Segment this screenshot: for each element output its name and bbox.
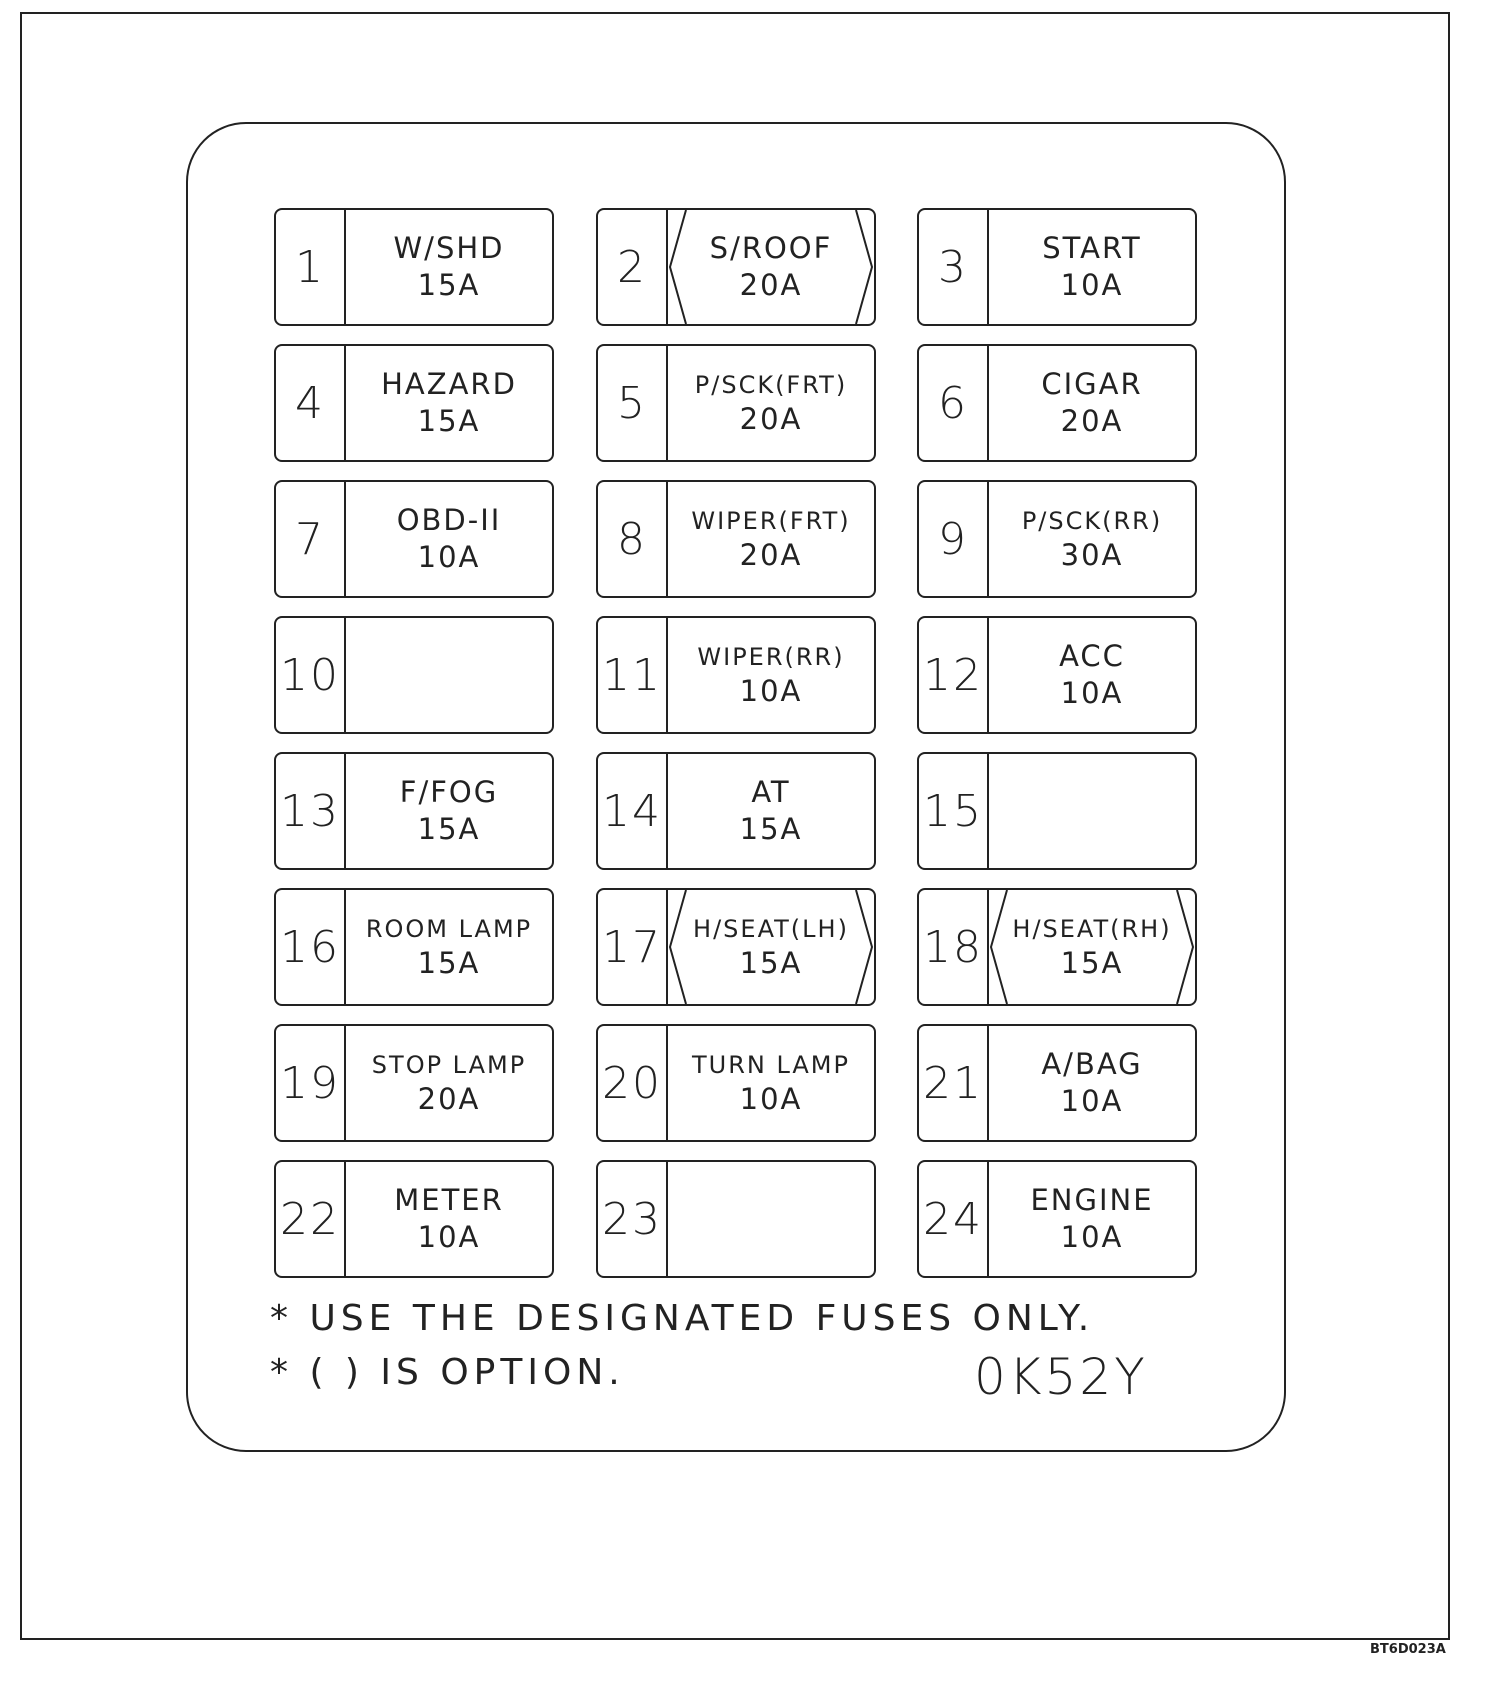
fuse-slot-11 — [596, 616, 876, 734]
fuse-label — [989, 346, 1195, 460]
fuse-circuit-name: A/BAG — [1041, 1047, 1143, 1081]
fuse-amperage: 20A — [1060, 404, 1124, 438]
fuse-amperage: 10A — [417, 1220, 481, 1254]
fuse-slot-12 — [917, 616, 1197, 734]
fuse-amperage: 15A — [417, 812, 481, 846]
fuse-label — [346, 482, 552, 596]
fuse-number: 4 — [276, 346, 346, 460]
fuse-slot-23 — [596, 1160, 876, 1278]
fuse-label — [668, 1162, 874, 1276]
fuse-slot-17 — [596, 888, 876, 1006]
fuse-circuit-name: P/SCK(RR) — [1021, 506, 1163, 535]
fuse-label — [668, 1026, 874, 1140]
fuse-amperage: 20A — [739, 537, 803, 572]
fuse-number: 3 — [919, 210, 989, 324]
fuse-amperage: 20A — [739, 401, 803, 436]
fuse-label — [346, 1162, 552, 1276]
fuse-label — [989, 890, 1195, 1004]
fuse-circuit-name: S/ROOF — [709, 231, 833, 265]
figure-id: BT6D023A — [1370, 1642, 1446, 1657]
fuse-circuit-name: HAZARD — [381, 367, 517, 401]
fuse-amperage: 15A — [739, 812, 803, 846]
fuse-label — [668, 890, 874, 1004]
fuse-circuit-name: ROOM LAMP — [365, 914, 533, 943]
fuse-amperage: 10A — [1060, 676, 1124, 710]
fuse-label — [346, 890, 552, 1004]
fuse-label — [346, 1026, 552, 1140]
fuse-slot-22 — [274, 1160, 554, 1278]
fuse-circuit-name: START — [1042, 231, 1142, 265]
fuse-amperage: 10A — [1060, 1084, 1124, 1118]
fuse-circuit-name: P/SCK(FRT) — [694, 370, 848, 399]
fuse-slot-13 — [274, 752, 554, 870]
fuse-label — [346, 210, 552, 324]
fuse-number: 23 — [598, 1162, 668, 1276]
fuse-number: 16 — [276, 890, 346, 1004]
fuse-circuit-name: ENGINE — [1030, 1183, 1154, 1217]
fuse-label — [346, 618, 552, 732]
fuse-amperage: 10A — [417, 540, 481, 574]
fuse-number: 9 — [919, 482, 989, 596]
fuse-label — [668, 618, 874, 732]
fuse-number: 12 — [919, 618, 989, 732]
fuse-slot-19 — [274, 1024, 554, 1142]
fuse-amperage: 15A — [739, 945, 803, 980]
note-designated-fuses: * USE THE DESIGNATED FUSES ONLY. — [270, 1298, 1095, 1339]
fuse-number: 6 — [919, 346, 989, 460]
fuse-number: 11 — [598, 618, 668, 732]
fuse-number: 14 — [598, 754, 668, 868]
fuse-label — [346, 346, 552, 460]
fuse-circuit-name: CIGAR — [1041, 367, 1143, 401]
fuse-slot-7 — [274, 480, 554, 598]
note-option: * ( ) IS OPTION. — [270, 1352, 625, 1393]
fuse-label — [668, 210, 874, 324]
fuse-slot-1 — [274, 208, 554, 326]
fuse-amperage: 20A — [739, 268, 803, 302]
fuse-number: 20 — [598, 1026, 668, 1140]
fuse-number: 19 — [276, 1026, 346, 1140]
fuse-label — [989, 482, 1195, 596]
fuse-circuit-name: W/SHD — [393, 231, 505, 265]
fuse-amperage: 15A — [417, 404, 481, 438]
fuse-number: 7 — [276, 482, 346, 596]
fuse-amperage: 15A — [417, 945, 481, 980]
fuse-label — [668, 482, 874, 596]
fuse-number: 10 — [276, 618, 346, 732]
fuse-slot-9 — [917, 480, 1197, 598]
fuse-amperage: 10A — [1060, 268, 1124, 302]
fuse-slot-21 — [917, 1024, 1197, 1142]
fuse-number: 22 — [276, 1162, 346, 1276]
fuse-label — [668, 346, 874, 460]
fuse-number: 1 — [276, 210, 346, 324]
fuse-circuit-name: METER — [394, 1183, 504, 1217]
fuse-label — [989, 618, 1195, 732]
fuse-circuit-name: H/SEAT(LH) — [693, 914, 849, 943]
fuse-number: 21 — [919, 1026, 989, 1140]
fuse-label — [346, 754, 552, 868]
fuse-slot-18 — [917, 888, 1197, 1006]
fuse-slot-4 — [274, 344, 554, 462]
fuse-number: 18 — [919, 890, 989, 1004]
fuse-circuit-name: F/FOG — [399, 775, 499, 809]
fuse-slot-3 — [917, 208, 1197, 326]
fuse-slot-24 — [917, 1160, 1197, 1278]
fuse-circuit-name: STOP LAMP — [371, 1050, 527, 1079]
fuse-circuit-name: OBD-II — [396, 503, 502, 537]
fuse-number: 2 — [598, 210, 668, 324]
fuse-slot-16 — [274, 888, 554, 1006]
fuse-amperage: 15A — [417, 268, 481, 302]
fuse-number: 8 — [598, 482, 668, 596]
fuse-slot-6 — [917, 344, 1197, 462]
fuse-number: 17 — [598, 890, 668, 1004]
fuse-number: 15 — [919, 754, 989, 868]
fuse-label — [989, 1162, 1195, 1276]
fuse-number: 5 — [598, 346, 668, 460]
part-code: 0K52Y — [974, 1348, 1148, 1406]
fuse-circuit-name: TURN LAMP — [691, 1050, 850, 1079]
fuse-slot-20 — [596, 1024, 876, 1142]
fuse-amperage: 20A — [417, 1081, 481, 1116]
fuse-label — [668, 754, 874, 868]
fuse-slot-10 — [274, 616, 554, 734]
fuse-slot-5 — [596, 344, 876, 462]
fuse-slot-14 — [596, 752, 876, 870]
fuse-label — [989, 1026, 1195, 1140]
fuse-panel-cover — [186, 122, 1286, 1452]
fuse-amperage: 10A — [739, 673, 803, 708]
fuse-circuit-name: WIPER(FRT) — [691, 506, 851, 535]
fuse-circuit-name: H/SEAT(RH) — [1012, 914, 1172, 943]
fuse-amperage: 15A — [1060, 945, 1124, 980]
fuse-amperage: 10A — [1060, 1220, 1124, 1254]
fuse-slot-15 — [917, 752, 1197, 870]
fuse-label — [989, 210, 1195, 324]
fuse-slot-2 — [596, 208, 876, 326]
fuse-number: 13 — [276, 754, 346, 868]
fuse-circuit-name: AT — [751, 775, 791, 809]
fuse-number: 24 — [919, 1162, 989, 1276]
fuse-amperage: 30A — [1060, 537, 1124, 572]
fuse-slot-8 — [596, 480, 876, 598]
fuse-circuit-name: ACC — [1059, 639, 1125, 673]
fuse-amperage: 10A — [739, 1081, 803, 1116]
fuse-label — [989, 754, 1195, 868]
fuse-circuit-name: WIPER(RR) — [697, 642, 845, 671]
